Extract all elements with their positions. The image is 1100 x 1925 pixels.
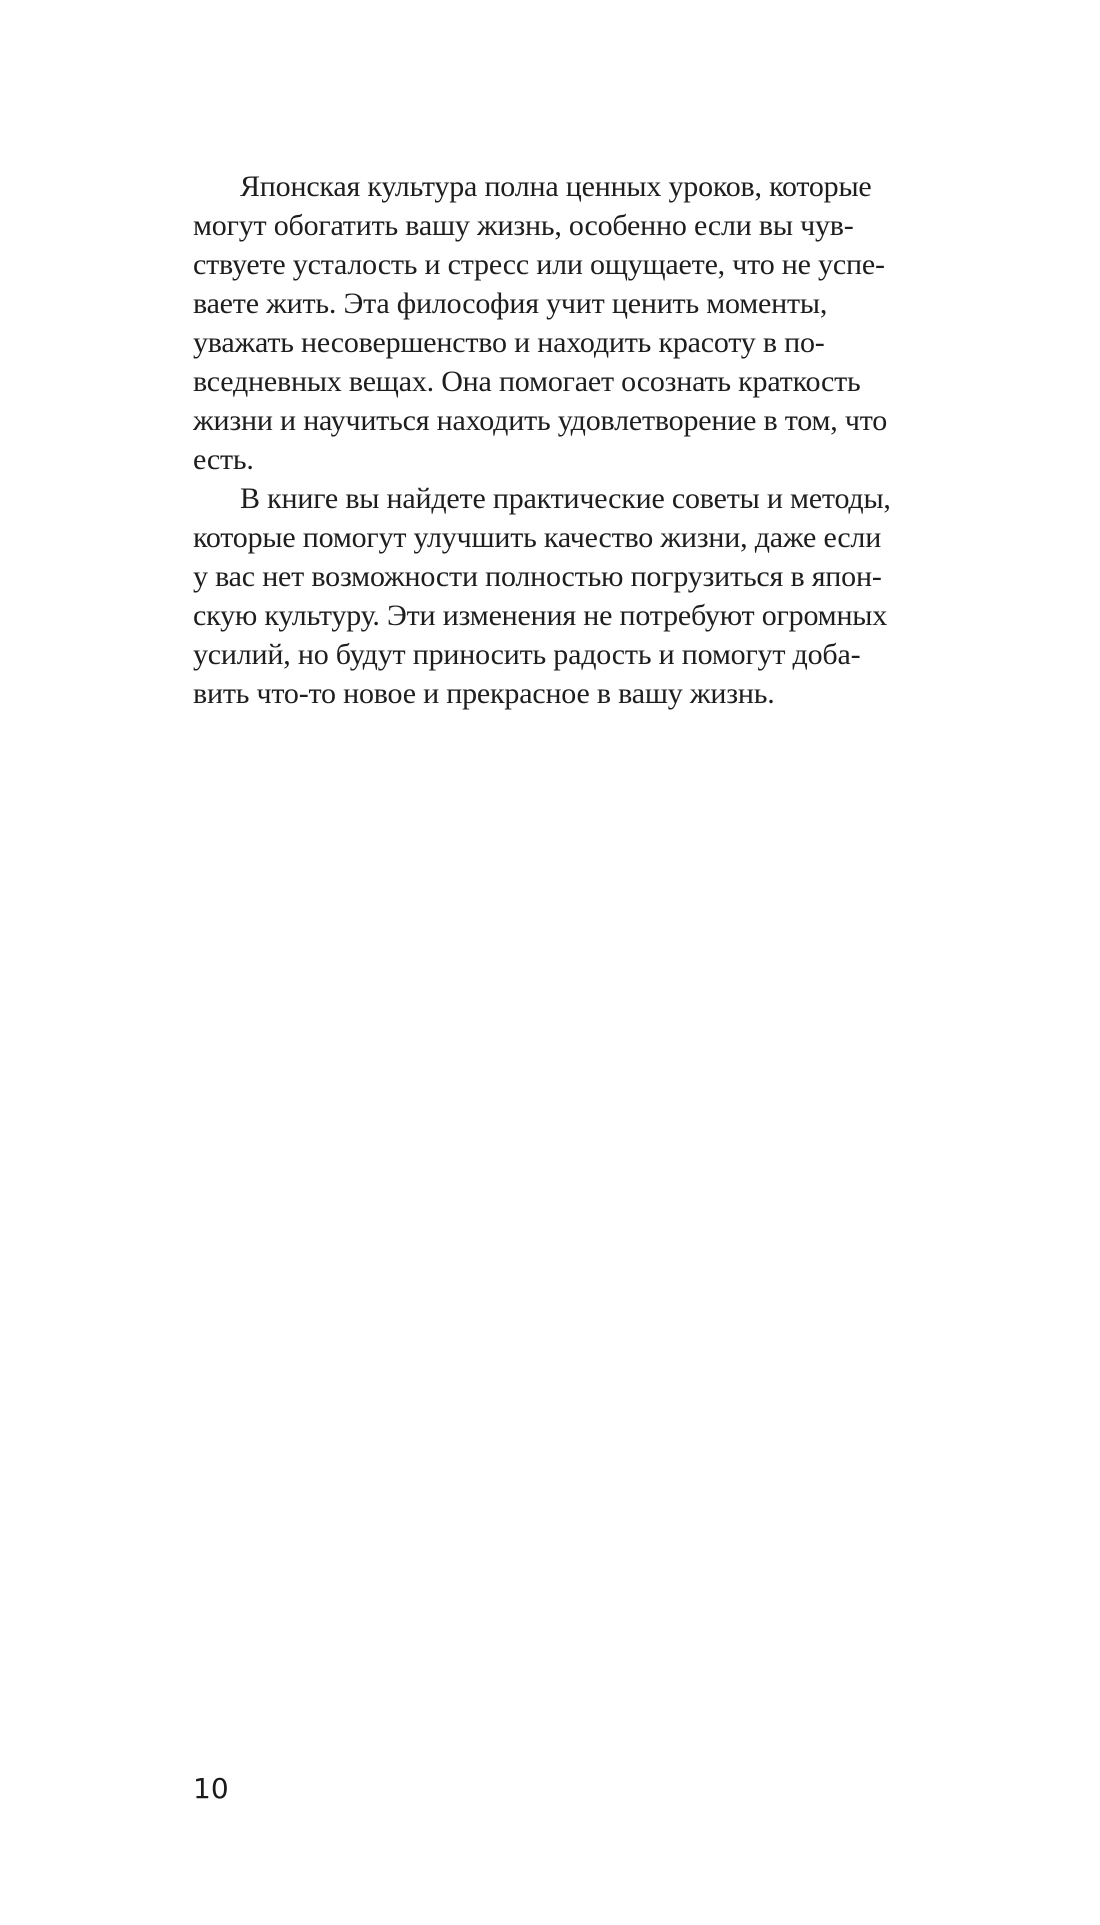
text-line: могут обогатить вашу жизнь, особенно если вы чув- xyxy=(193,209,854,242)
text-line: которые помогут улучшить качество жизни, даже если xyxy=(193,521,882,554)
text-line: вить что-то новое и прекрасное в вашу жизнь. xyxy=(193,677,775,710)
page-number: 10 xyxy=(193,1772,229,1805)
text-line: есть. xyxy=(193,443,254,476)
text-line: жизни и научиться находить удовлетворение в том, что xyxy=(193,404,888,437)
text-line: уважать несовершенство и находить красоту в по- xyxy=(193,326,825,359)
text-line: вседневных вещах. Она помогает осознать краткость xyxy=(193,365,861,398)
text-line: ствуете усталость и стресс или ощущаете, что не успе- xyxy=(193,248,885,281)
text-line: ваете жить. Эта философия учит ценить моменты, xyxy=(193,287,828,320)
text-line: Японская культура полна ценных уроков, которые xyxy=(240,170,872,203)
text-line: усилий, но будут приносить радость и помогут доба- xyxy=(193,638,861,671)
text-line: В книге вы найдете практические советы и методы, xyxy=(240,482,891,515)
paragraph-1 xyxy=(193,167,993,479)
text-line: скую культуру. Эти изменения не потребуют огромных xyxy=(193,599,888,632)
body-text xyxy=(193,167,993,713)
text-line: у вас нет возможности полностью погрузиться в япон- xyxy=(193,560,882,593)
paragraph-2 xyxy=(193,479,993,713)
